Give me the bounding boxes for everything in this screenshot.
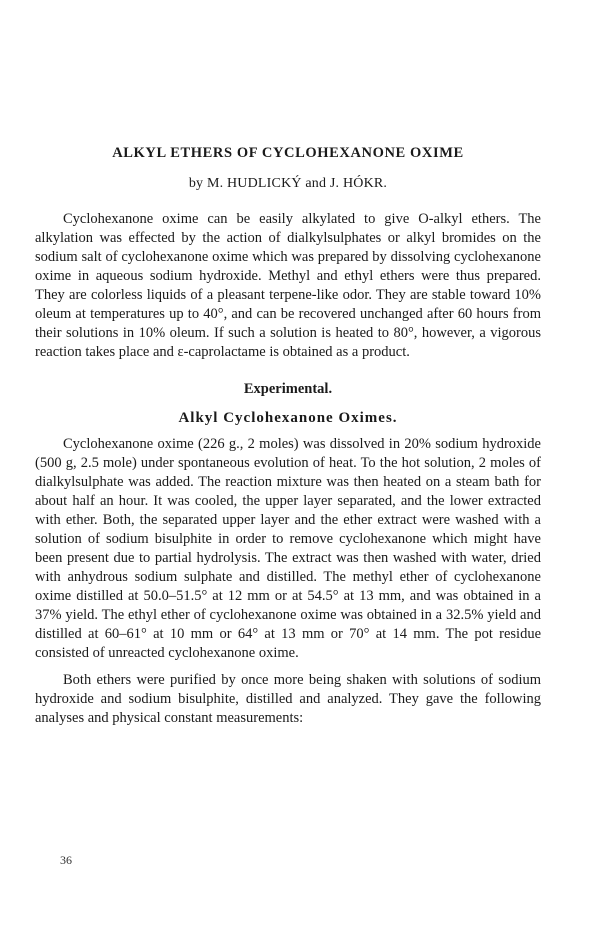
paper-title: ALKYL ETHERS OF CYCLOHEXANONE OXIME	[112, 145, 464, 161]
body-paragraph-2: Both ethers were purified by once more being shaken with solutions of sodium hydroxide and sodium bisulphite, distilled and analyzed. They gave the following analyses and physical constant measurements:	[35, 672, 541, 726]
abstract-paragraph: Cyclohexanone oxime can be easily alkylated to give O-alkyl ethers. The alkylation was effected by the action of dialkylsulphates or alkyl bromides on the sodium salt of cyclohexanone oxime which was prepared by dissolving cyclohexanone oxime in aqueous sodium hydroxide. Methyl and ethyl ethers were thus prepared. They are colorless liquids of a pleasant terpene-like odor. They are stable toward 10% oleum at temperatures up to 40°, and can be recovered unchanged after 60 hours from their solutions in 10% oleum. If such a solution is heated to 80°, however, a vigorous reaction takes place and ε-caprolactame is obtained as a product.	[35, 211, 541, 360]
page-number: 36	[60, 853, 72, 867]
paper-authors: by M. HUDLICKÝ and J. HÓKR.	[188, 176, 388, 191]
subsection-heading-oximes: Alkyl Cyclohexanone Oximes.	[178, 410, 398, 426]
section-heading-experimental: Experimental.	[243, 381, 333, 397]
body-paragraph-1: Cyclohexanone oxime (226 g., 2 moles) was dissolved in 20% sodium hydroxide (500 g, 2.5 mole) under spontaneous evolution of heat. To the hot solution, 2 moles of dialkylsulphate was added. The reaction mixture was then heated on a steam bath for about half an hour. It was cooled, the upper layer separated, and the lower extracted with ether. Both, the separated upper layer and the ether extract were washed with a solution of sodium bisulphite in order to remove cyclohexanone which might have been present due to partial hydrolysis. The extract was then washed with water, dried with anhydrous sodium sulphate and distilled. The methyl ether of cyclohexanone oxime distilled at 50.0–51.5° at 12 mm or at 54.5° at 13 mm, and was obtained in a 37% yield. The ethyl ether of cyclohexanone oxime was obtained in a 32.5% yield and distilled at 60–61° at 10 mm or 64° at 13 mm or 70° at 14 mm. The pot residue consisted of unreacted cyclohexanone oxime.	[35, 436, 541, 661]
paragraph-gap	[35, 663, 541, 671]
paper-page	[35, 145, 541, 728]
